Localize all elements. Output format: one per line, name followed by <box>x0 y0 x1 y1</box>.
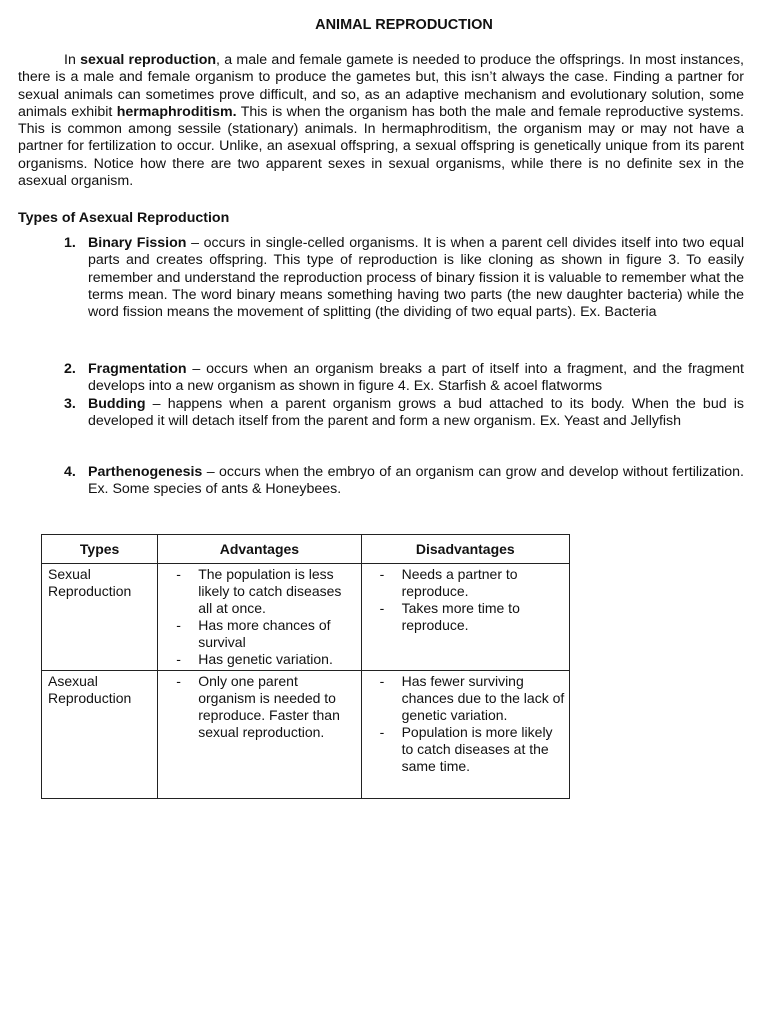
item-term: Fragmentation <box>88 361 187 377</box>
header-advantages: Advantages <box>158 535 361 564</box>
list-item: - The population is less likely to catch diseases all at once. <box>158 566 356 617</box>
item-term: Parthenogenesis <box>88 464 203 480</box>
term-sexual-reproduction: sexual reproduction <box>80 52 217 68</box>
item-number: 3. <box>64 396 76 412</box>
item-term: Binary Fission <box>88 235 187 251</box>
intro-text-1: In <box>64 52 81 68</box>
list-item: - Has genetic variation. <box>158 651 356 668</box>
item-description: – occurs when the embryo of an organism can grow and develop without fertilization. Ex. Some species of ants & Honeybees. <box>88 464 744 498</box>
item-description: – happens when a parent organism grows a bud attached to its body. When the bud is developed it will detach itself from the parent and form a new organism. Ex. Yeast and Jellyfish <box>88 396 744 430</box>
list-item-binary-fission <box>64 235 744 321</box>
list-item: - Has more chances of survival <box>158 617 356 651</box>
comparison-table <box>41 534 570 799</box>
item-description: – occurs in single-celled organisms. It is when a parent cell divides itself into two equal parts and creates offspring. This type of reproduction is like cloning as shown in figure 3. To easily remember and understand the reproduction process of binary fission it is valuable to remember what the terms mean. The word binary means something having two parts (the new daughter bacteria) while the word fission means the movement of splitting (the dividing of two equal parts). Ex. Bacteria <box>88 235 744 321</box>
header-disadvantages: Disadvantages <box>361 535 569 564</box>
list-item-fragmentation <box>64 361 744 396</box>
table-header-row <box>42 535 570 564</box>
intro-text-2: , a male and female gamete is needed to produce the offsprings. In most instances, there is a male and female organism to produce the gametes but, this isn’t always the case. Finding a partner for sexual animals can sometimes prove difficult, and so, as an adaptive mechanism and evolutionary solution, some animals exhibit <box>18 52 744 120</box>
intro-text-3: This is when the organism has both the male and female reproductive systems. This is common among sessile (stationary) animals. In hermaphroditism, the organism may or may not have a partner for fertilization to occur. Unlike, an asexual offspring, a sexual offspring is genetically unique from its parent organisms. Notice how there are two apparent sexes in sexual organisms, while there is no definite sex in the asexual organism. <box>18 103 744 190</box>
item-number: 2. <box>64 361 76 377</box>
table-row <box>42 564 570 671</box>
intro-paragraph <box>18 52 744 190</box>
type-cell: Sexual Reproduction <box>42 564 158 671</box>
item-number: 4. <box>64 464 76 480</box>
list-item-budding <box>64 396 744 431</box>
header-types: Types <box>42 535 158 564</box>
list-item: - Takes more time to reproduce. <box>362 600 565 634</box>
list-item: - Only one parent organism is needed to reproduce. Faster than sexual reproduction. <box>158 673 356 741</box>
item-term: Budding <box>88 396 146 412</box>
type-cell: Asexual Reproduction <box>42 671 158 799</box>
disadvantages-cell <box>361 564 569 671</box>
section-heading: Types of Asexual Reproduction <box>18 210 230 226</box>
list-item: - Needs a partner to reproduce. <box>362 566 565 600</box>
term-hermaphroditism: hermaphroditism. <box>116 103 237 120</box>
item-number: 1. <box>64 235 76 251</box>
list-item-parthenogenesis <box>64 464 744 499</box>
item-description: – occurs when an organism breaks a part of itself into a fragment, and the fragment develops into a new organism as shown in figure 4. Ex. Starfish & acoel flatworms <box>88 361 744 395</box>
advantages-cell <box>158 671 361 799</box>
advantages-cell <box>158 564 361 671</box>
list-item: - Has fewer surviving chances due to the lack of genetic variation. <box>362 673 565 724</box>
disadvantages-cell <box>361 671 569 799</box>
list-item: - Population is more likely to catch diseases at the same time. <box>362 724 565 775</box>
page-title: ANIMAL REPRODUCTION <box>315 17 493 33</box>
table-row <box>42 671 570 799</box>
